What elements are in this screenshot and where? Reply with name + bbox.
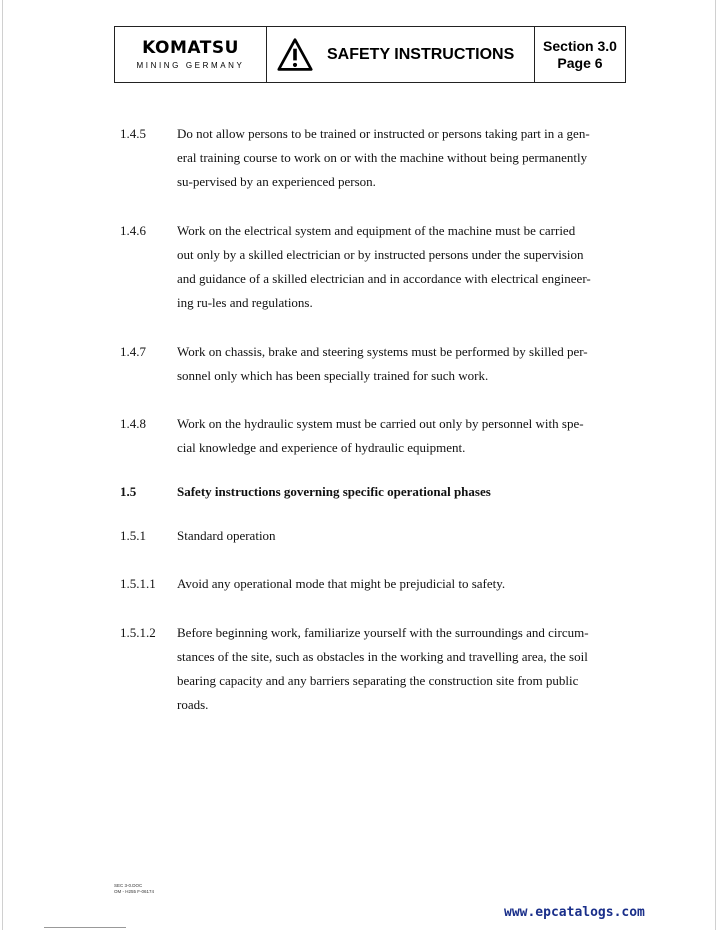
footer-rule — [44, 927, 126, 928]
header-title-cell — [267, 27, 535, 82]
footer-manual-code: OM - H255 F-06174 — [114, 888, 155, 894]
paragraph-number: 1.4.8 — [120, 416, 146, 431]
paragraph-text — [177, 528, 607, 552]
footer-filename: SEC 3-0.DOC — [114, 883, 143, 888]
text-line: cial knowledge and experience of hydraulic equipment. — [177, 440, 466, 455]
logo-wordmark: KOMATSU — [142, 37, 239, 58]
komatsu-logo — [115, 27, 267, 82]
paragraph-number: 1.5.1.2 — [120, 625, 156, 640]
page-title: SAFETY INSTRUCTIONS — [327, 45, 515, 63]
text-line: Safety instructions governing specific operational phases — [177, 484, 491, 499]
text-line: sonnel only which has been specially trained for such work. — [177, 368, 489, 383]
paragraph-number: 1.4.5 — [120, 126, 146, 141]
paragraph-text — [177, 126, 607, 198]
text-line: Do not allow persons to be trained or instructed or persons taking part in a gen- — [177, 126, 590, 141]
section-info — [535, 27, 625, 82]
text-line: Before beginning work, familiarize yourself with the surroundings and circum- — [177, 625, 589, 640]
text-line: Standard operation — [177, 528, 276, 543]
paragraph-number: 1.5.1 — [120, 528, 146, 543]
text-line: roads. — [177, 697, 209, 712]
text-line: su-pervised by an experienced person. — [177, 174, 376, 189]
paragraph-number: 1.4.6 — [120, 223, 146, 238]
text-line: bearing capacity and any barriers separating the construction site from public — [177, 673, 579, 688]
text-line: Work on the electrical system and equipment of the machine must be carried — [177, 223, 576, 238]
watermark-url[interactable]: www.epcatalogs.com — [504, 905, 645, 920]
paragraph-number: 1.5.1.1 — [120, 576, 156, 591]
warning-triangle-icon — [277, 37, 313, 73]
paragraph-text — [177, 344, 607, 392]
paragraph-text — [177, 576, 607, 600]
paragraph-number: 1.4.7 — [120, 344, 146, 359]
heading-number: 1.5 — [120, 484, 137, 499]
text-line: ing ru-les and regulations. — [177, 295, 313, 310]
paragraph-text — [177, 223, 607, 319]
text-line: and guidance of a skilled electrician and in accordance with electrical engineer- — [177, 271, 591, 286]
text-line: stances of the site, such as obstacles in the working and travelling area, the soil — [177, 649, 588, 664]
paragraph-text — [177, 625, 607, 721]
text-line: Avoid any operational mode that might be prejudicial to safety. — [177, 576, 506, 591]
footer-document-reference — [114, 883, 154, 894]
heading-text — [177, 484, 607, 508]
page-number: Page 6 — [557, 54, 603, 71]
text-line: eral training course to work on or with the machine without being permanently — [177, 150, 588, 165]
text-line: Work on the hydraulic system must be carried out only by personnel with spe- — [177, 416, 584, 431]
logo-subtitle: MINING GERMANY — [136, 60, 245, 70]
text-line: out only by a skilled electrician or by instructed persons under the supervision — [177, 247, 584, 262]
paragraph-text — [177, 416, 607, 464]
page-edge-left — [2, 0, 3, 930]
page-header — [114, 26, 626, 83]
section-number: Section 3.0 — [543, 37, 617, 54]
text-line: Work on chassis, brake and steering systems must be performed by skilled per- — [177, 344, 588, 359]
